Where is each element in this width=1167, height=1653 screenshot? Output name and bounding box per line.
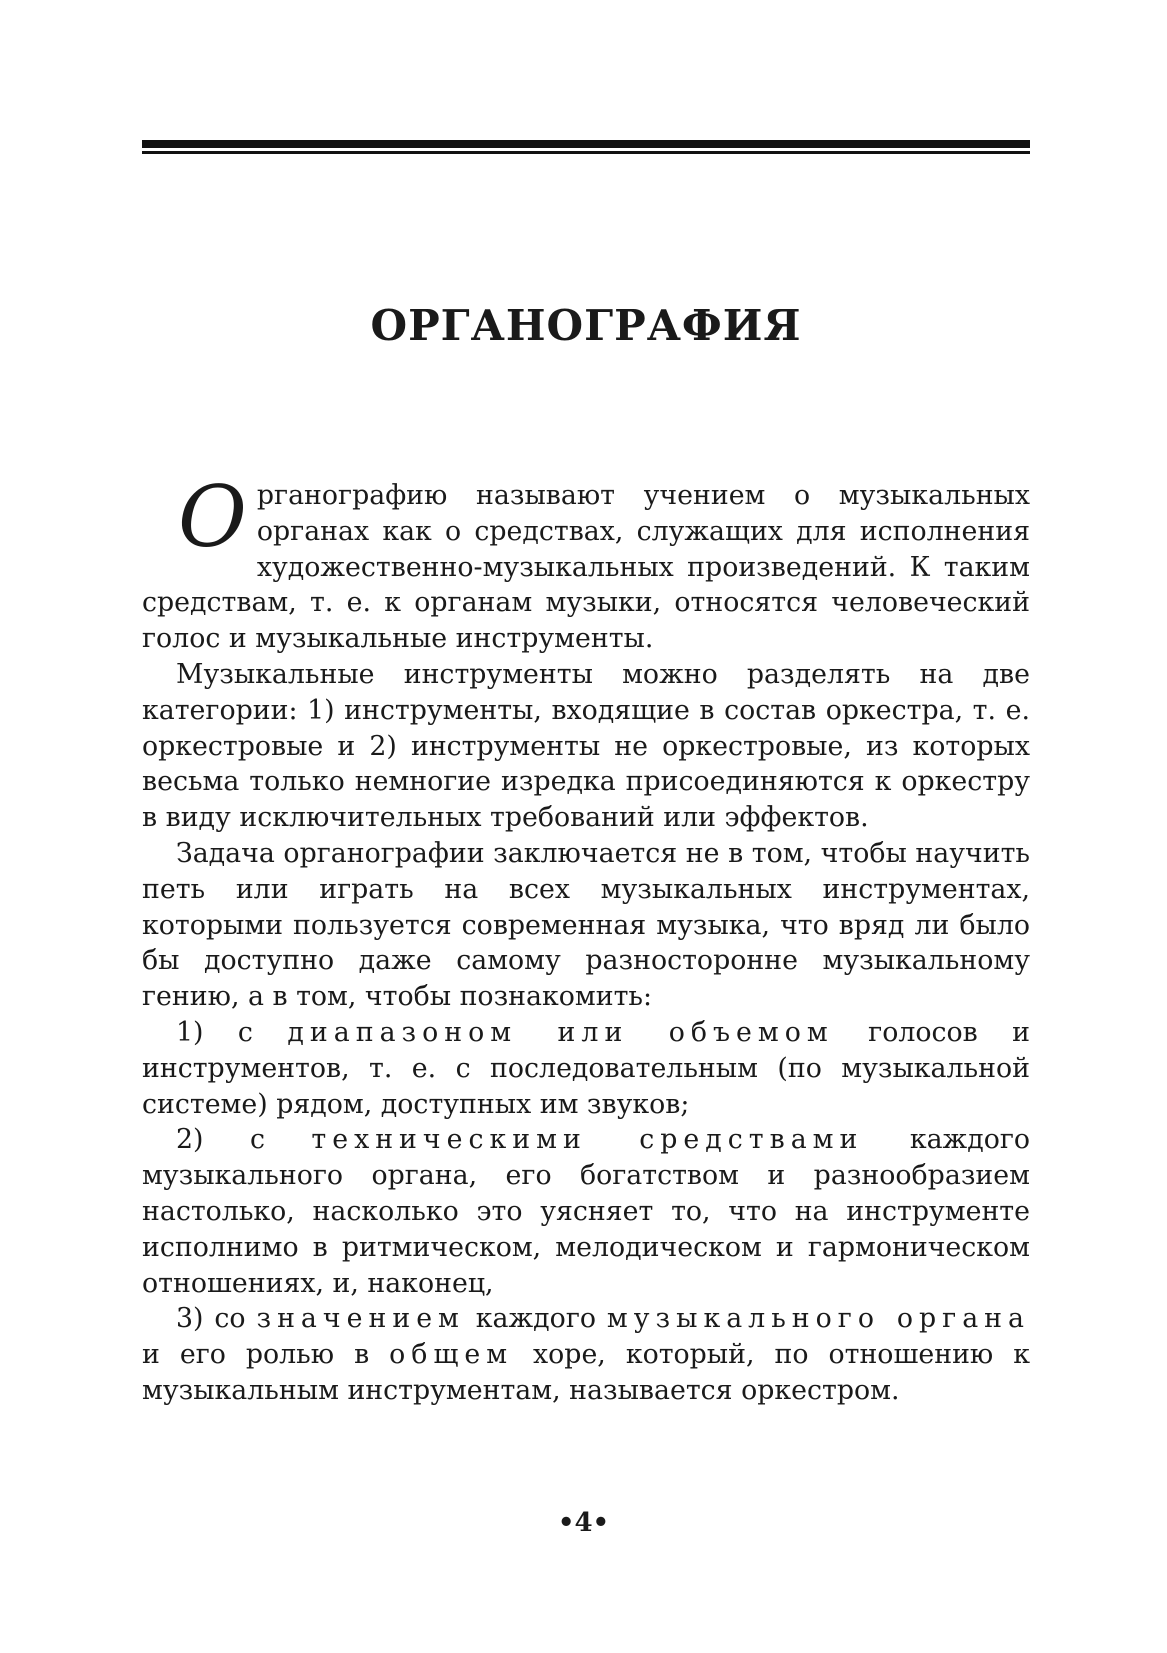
drop-cap: О	[178, 468, 247, 566]
list-item-3-emphasis-1: значением	[256, 1303, 465, 1335]
list-item-1	[142, 1015, 1030, 1122]
list-item-2-emphasis: техническими средствами	[311, 1124, 864, 1156]
list-item-2-number: 2) с	[176, 1124, 312, 1156]
list-item-2	[142, 1122, 1030, 1301]
list-item-3-number: 3) со	[176, 1303, 257, 1335]
header-rule-thick	[142, 140, 1030, 148]
paragraph-1-text: рганографию называют учением о музыкальных органах как о средствах, служащих для исполнения художественно-музыкальных произведений. К таким средствам, т. е. к органам музыки, относятся человеческий голос и музыкальные инструменты.	[142, 480, 1030, 655]
list-item-3-emphasis-3: общем	[389, 1339, 514, 1371]
list-item-2-text: каждого музыкального органа, его богатством и разнообразием настолько, насколько это уясняет то, что на инструменте исполнимо в ритмическом, мелодическом и гармоническом отношениях, и, наконец,	[142, 1124, 1030, 1299]
list-item-1-text: голосов и инструментов, т. е. с последовательным (по музыкальной системе) рядом, доступных им звуков;	[142, 1016, 1031, 1120]
list-item-3-text-3: хоре, который, по отношению к музыкальным инструментам, называется оркестром.	[142, 1339, 1031, 1406]
paragraph-2: Музыкальные инструменты можно разделять на две категории: 1) инструменты, входящие в состав оркестра, т. е. оркестровые и 2) инструменты не оркестровые, из которых весьма только немногие изредка присоединяются к оркестру в виду исключительных требований или эффектов.	[142, 658, 1030, 834]
list-item-3	[142, 1301, 1030, 1408]
paragraph-3: Задача органографии заключается не в том, чтобы научить петь или играть на всех музыкальных инструментах, которыми пользуется современная музыка, что вряд ли было бы доступно даже самому разносторонне музыкальному гению, а в том, чтобы познакомить:	[142, 837, 1030, 1013]
header-rule-thin	[142, 151, 1030, 154]
list-item-3-text-2: и его ролью в	[142, 1339, 390, 1371]
list-item-1-emphasis: диапазоном или объемом	[287, 1016, 834, 1048]
body-text	[142, 468, 1031, 1409]
list-item-1-number: 1) с	[176, 1016, 288, 1048]
list-item-3-emphasis-2: музыкального органа	[606, 1303, 1031, 1335]
list-item-3-text-1: каждого	[464, 1303, 607, 1335]
page-number: •4•	[557, 1508, 610, 1538]
page-title: ОРГАНОГРАФИЯ	[370, 301, 802, 350]
paragraph-1	[142, 468, 1030, 657]
